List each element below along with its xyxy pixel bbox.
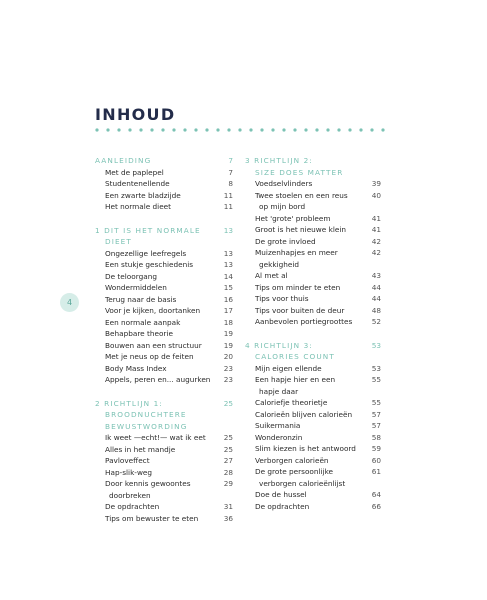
- toc-entry[interactable]: [245, 236, 381, 248]
- toc-entry-title: Suikermania: [255, 421, 301, 430]
- toc-entry-page: 42: [371, 236, 381, 246]
- toc-entry[interactable]: [245, 305, 381, 317]
- toc-entry-title: doorbreken: [109, 490, 151, 500]
- toc-entry-page: 15: [223, 283, 233, 292]
- toc-entry-title: Ongezellige leefregels: [105, 248, 187, 258]
- toc-entry-title: Het normale dieet: [105, 202, 172, 211]
- toc-entry-title: De opdrachten: [105, 502, 160, 511]
- toc-entry-title: Slim kiezen is het antwoord: [255, 444, 356, 453]
- toc-entry-page: 44: [371, 294, 381, 303]
- toc-entry-title: Een stukje geschiedenis: [105, 260, 194, 269]
- toc-entry-page: 13: [223, 248, 233, 258]
- section-heading-line: 1 DIT IS HET NORMALE: [95, 225, 201, 235]
- section-heading-line: 4 RICHTLIJN 3:: [245, 340, 313, 350]
- toc-entry-title: gekkigheid: [259, 259, 300, 269]
- toc-entry[interactable]: [245, 489, 381, 501]
- toc-entry[interactable]: [245, 409, 381, 421]
- divider-dot: [106, 128, 109, 131]
- toc-entry-page: 11: [223, 202, 233, 211]
- toc-entry-page: 40: [371, 190, 381, 200]
- dots-svg: [94, 126, 386, 134]
- toc-entry[interactable]: [245, 213, 381, 225]
- toc-entry[interactable]: [245, 282, 381, 294]
- toc-entry[interactable]: [245, 363, 381, 375]
- toc-entry[interactable]: [245, 374, 381, 386]
- divider-dot: [194, 128, 197, 131]
- toc-entry[interactable]: [95, 363, 233, 375]
- toc-entry-title: Met je neus op de feiten: [105, 352, 194, 361]
- toc-entry[interactable]: [245, 201, 381, 213]
- toc-entry[interactable]: [95, 271, 233, 283]
- toc-entry[interactable]: [245, 420, 381, 432]
- toc-entry[interactable]: [95, 490, 233, 502]
- toc-entry[interactable]: [95, 178, 233, 190]
- divider-dot: [150, 128, 153, 131]
- toc-entry-page: 25: [223, 444, 233, 454]
- toc-entry[interactable]: [95, 248, 233, 260]
- toc-entry-title: Door kennis gewoontes: [105, 479, 191, 488]
- toc-entry-title: Voedselvlinders: [255, 179, 313, 188]
- toc-entry[interactable]: [95, 201, 233, 213]
- toc-entry-title: Twee stoelen en een reus: [255, 190, 348, 200]
- toc-entry[interactable]: [245, 455, 381, 467]
- divider-dot: [249, 128, 252, 131]
- toc-entry-page: 43: [371, 271, 381, 280]
- toc-entry-page: 41: [371, 225, 381, 234]
- section-gap: [95, 213, 233, 225]
- toc-entry-page: 55: [371, 375, 381, 384]
- toc-entry-title: De opdrachten: [255, 501, 310, 511]
- toc-entry-title: Doe de hussel: [255, 490, 307, 499]
- toc-entry-page: 61: [371, 467, 381, 476]
- toc-entry-page: 53: [371, 363, 381, 373]
- section-heading-line: SIZE DOES MATTER: [255, 167, 344, 177]
- toc-entry-title: De grote persoonlijke: [255, 467, 334, 476]
- toc-entry[interactable]: [95, 328, 233, 340]
- divider-dot: [117, 128, 120, 131]
- toc-entry-title: Verborgen calorieën: [255, 455, 329, 465]
- dotted-divider: [94, 126, 386, 134]
- toc-entry[interactable]: [245, 224, 381, 236]
- toc-entry-title: Een zwarte bladzijde: [105, 190, 181, 200]
- divider-dot: [304, 128, 307, 131]
- toc-column-right: [245, 155, 381, 512]
- toc-entry[interactable]: [95, 513, 233, 525]
- toc-entry[interactable]: [95, 455, 233, 467]
- divider-dot: [282, 128, 285, 131]
- toc-entry-page: 57: [371, 421, 381, 430]
- toc-entry[interactable]: [95, 374, 233, 386]
- toc-entry-page: 55: [371, 398, 381, 407]
- toc-entry-page: 52: [371, 317, 381, 326]
- toc-entry[interactable]: [95, 444, 233, 456]
- toc-entry-title: Alles in het mandje: [105, 444, 176, 454]
- toc-entry-page: 23: [223, 363, 233, 373]
- divider-dot: [216, 128, 219, 131]
- section-heading: [95, 398, 233, 433]
- section-heading-line: CALORIES COUNT: [255, 352, 335, 361]
- toc-entry-title: Muizenhapjes en meer: [255, 248, 338, 257]
- toc-entry-title: Met de paplepel: [105, 167, 164, 177]
- section-gap: [245, 328, 381, 340]
- toc-entry-title: Mijn eigen ellende: [255, 363, 322, 373]
- toc-entry-title: De teloorgang: [105, 271, 157, 281]
- section-heading-line: 3 RICHTLIJN 2:: [245, 156, 313, 165]
- toc-entry-title: Caloriefje theorietje: [255, 398, 328, 407]
- toc-entry-page: 41: [371, 213, 381, 223]
- toc-entry[interactable]: [95, 501, 233, 513]
- toc-entry[interactable]: [245, 386, 381, 398]
- toc-entry-page: 14: [223, 271, 233, 281]
- toc-entry-page: 58: [371, 432, 381, 442]
- toc-entry-title: Appels, peren en... augurken: [105, 375, 211, 384]
- toc-entry[interactable]: [95, 467, 233, 479]
- toc-entry-title: Het 'grote' probleem: [255, 213, 331, 223]
- toc-entry-page: 7: [228, 167, 233, 177]
- toc-entry-page: 23: [223, 375, 233, 384]
- toc-entry[interactable]: [95, 351, 233, 363]
- toc-entry[interactable]: [95, 282, 233, 294]
- toc-entry[interactable]: [245, 316, 381, 328]
- divider-dot: [183, 128, 186, 131]
- toc-entry-title: hapje daar: [259, 386, 299, 396]
- section-heading: [245, 155, 381, 178]
- toc-entry[interactable]: [95, 340, 233, 352]
- toc-entry[interactable]: [245, 466, 381, 478]
- divider-dot: [293, 128, 296, 131]
- toc-entry-page: 44: [371, 282, 381, 292]
- toc-entry-page: 29: [223, 479, 233, 488]
- toc-entry[interactable]: [245, 259, 381, 271]
- toc-entry[interactable]: [95, 317, 233, 329]
- toc-entry-page: 20: [223, 352, 233, 361]
- toc-entry-title: Behapbare theorie: [105, 329, 173, 338]
- toc-entry-page: 19: [223, 329, 233, 338]
- divider-dot: [337, 128, 340, 131]
- divider-dot: [161, 128, 164, 131]
- divider-dot: [172, 128, 175, 131]
- toc-entry[interactable]: [245, 293, 381, 305]
- toc-entry-title: Pavloveffect: [105, 456, 150, 465]
- toc-entry[interactable]: [245, 432, 381, 444]
- toc-entry-page: 8: [228, 179, 233, 188]
- page-title: INHOUD: [95, 105, 176, 124]
- toc-entry[interactable]: [95, 259, 233, 271]
- toc-entry-page: 36: [223, 513, 233, 523]
- toc-entry-page: 57: [371, 409, 381, 419]
- toc-entry-title: Tips om bewuster te eten: [105, 513, 199, 523]
- toc-entry[interactable]: [95, 478, 233, 490]
- toc-entry-page: 13: [223, 260, 233, 269]
- toc-entry[interactable]: [95, 190, 233, 202]
- toc-entry[interactable]: [245, 397, 381, 409]
- divider-dot: [370, 128, 373, 131]
- page-number-badge: 4: [60, 293, 79, 312]
- toc-entry-title: De grote invloed: [255, 236, 316, 246]
- toc-entry-page: 27: [223, 456, 233, 465]
- toc-entry-title: Ik weet —echt!— wat ik eet: [105, 433, 206, 442]
- toc-entry-title: verborgen calorieënlijst: [259, 478, 346, 488]
- toc-entry-title: Een normale aanpak: [105, 317, 181, 327]
- divider-dot: [326, 128, 329, 131]
- divider-dot: [95, 128, 98, 131]
- toc-entry-title: Voor je kijken, doortanken: [105, 306, 201, 315]
- section-heading: [245, 340, 381, 363]
- toc-entry-title: Studentenellende: [105, 179, 170, 188]
- toc-entry-page: 59: [371, 444, 381, 453]
- section-heading-line: BROODNUCHTERE: [105, 410, 187, 419]
- divider-dot: [227, 128, 230, 131]
- section-heading: [95, 225, 233, 248]
- divider-dot: [139, 128, 142, 131]
- toc-entry-title: Body Mass Index: [105, 363, 167, 373]
- toc-entry[interactable]: [245, 178, 381, 190]
- toc-entry-page: 16: [223, 294, 233, 304]
- toc-entry-page: 28: [223, 467, 233, 477]
- toc-entry[interactable]: [95, 305, 233, 317]
- toc-entry-title: Terug naar de basis: [105, 294, 177, 304]
- divider-dot: [260, 128, 263, 131]
- toc-entry-page: 19: [223, 340, 233, 350]
- toc-entry-title: Hap-slik-weg: [105, 467, 153, 477]
- toc-entry[interactable]: [95, 432, 233, 444]
- toc-entry-title: Tips voor buiten de deur: [255, 305, 345, 315]
- toc-entry-title: Tips voor thuis: [255, 294, 309, 303]
- divider-dot: [315, 128, 318, 131]
- section-heading-line: 2 RICHTLIJN 1:: [95, 398, 163, 408]
- toc-entry-title: Groot is het nieuwe klein: [255, 225, 346, 234]
- toc-entry-title: Bouwen aan een structuur: [105, 340, 202, 350]
- divider-dot: [271, 128, 274, 131]
- toc-entry-page: 42: [371, 248, 381, 257]
- section-page-number: 25: [223, 398, 233, 408]
- toc-entry-page: 25: [223, 433, 233, 442]
- divider-dot: [128, 128, 131, 131]
- section-page-number: 53: [371, 340, 381, 350]
- toc-entry-page: 39: [371, 179, 381, 188]
- toc-entry-title: op mijn bord: [259, 202, 306, 211]
- divider-dot: [381, 128, 384, 131]
- toc-entry-page: 66: [371, 501, 381, 511]
- toc-entry-page: 17: [223, 306, 233, 315]
- section-heading-line: DIEET: [105, 237, 132, 246]
- section-page-number: 13: [223, 225, 233, 235]
- toc-entry[interactable]: [95, 167, 233, 179]
- section-heading-line: AANLEIDING: [95, 156, 152, 165]
- toc-entry[interactable]: [245, 190, 381, 202]
- toc-entry-title: Al met al: [255, 271, 288, 280]
- toc-entry[interactable]: [245, 247, 381, 259]
- toc-entry-title: Calorieën blijven calorieën: [255, 409, 353, 419]
- toc-entry-page: 31: [223, 502, 233, 511]
- toc-entry[interactable]: [95, 294, 233, 306]
- divider-dot: [348, 128, 351, 131]
- divider-dot: [359, 128, 362, 131]
- section-gap: [95, 386, 233, 398]
- toc-entry[interactable]: [245, 270, 381, 282]
- toc-entry[interactable]: [245, 501, 381, 513]
- toc-entry-title: Wonderonzin: [255, 432, 303, 442]
- section-page-number: 7: [228, 156, 233, 165]
- section-heading: [95, 155, 233, 167]
- toc-entry-title: Wondermiddelen: [105, 283, 167, 292]
- toc-entry-page: 64: [371, 490, 381, 499]
- toc-entry[interactable]: [245, 478, 381, 490]
- toc-entry-title: Aanbevolen portiegroottes: [255, 317, 353, 326]
- toc-entry[interactable]: [245, 443, 381, 455]
- toc-entry-page: 60: [371, 455, 381, 465]
- toc-entry-page: 48: [371, 305, 381, 315]
- divider-dot: [238, 128, 241, 131]
- toc-entry-page: 18: [223, 317, 233, 327]
- toc-entry-title: Een hapje hier en een: [255, 375, 336, 384]
- toc-column-left: [95, 155, 233, 524]
- toc-entry-title: Tips om minder te eten: [255, 282, 341, 292]
- toc-entry-page: 11: [223, 190, 233, 200]
- divider-dot: [205, 128, 208, 131]
- section-heading-line: BEWUSTWORDING: [105, 421, 188, 431]
